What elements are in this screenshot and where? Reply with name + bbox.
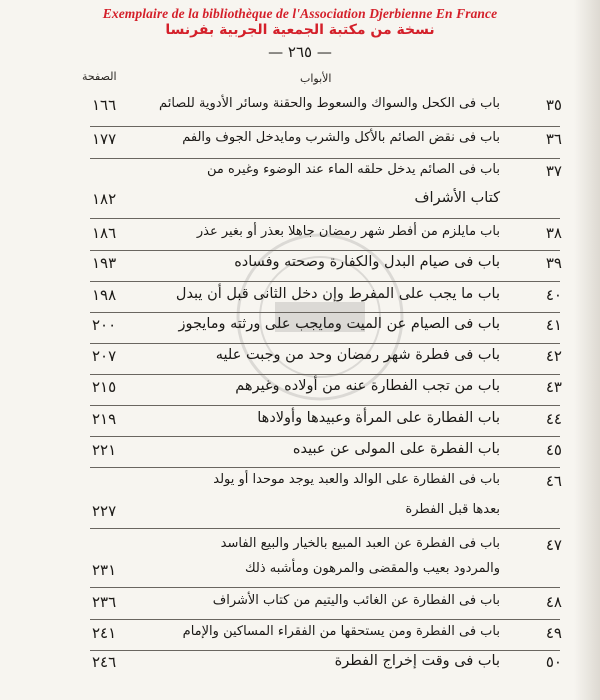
row-divider bbox=[90, 528, 560, 529]
page-ref: ٢٢٧ bbox=[92, 502, 117, 520]
chapter-title: باب فى وقت إخراج الفطرة bbox=[334, 653, 500, 669]
row-divider bbox=[90, 436, 560, 437]
library-stamp-ar: نسخة من مكتبة الجمعية الجربية بفرنسا bbox=[165, 22, 435, 38]
page-ref: ٢٣٦ bbox=[92, 593, 117, 611]
page-ref: ١٦٦ bbox=[92, 96, 117, 114]
chapter-title: باب الفطارة على المرأة وعبيدها وأولادها bbox=[257, 410, 500, 426]
chapter-number: ٤٦ bbox=[545, 472, 562, 490]
chapter-title: باب فى الفطارة عن الغائب واليتيم من كتاب الأشراف bbox=[212, 593, 500, 608]
page-ref: ١٨٢ bbox=[92, 190, 117, 208]
toc-row-continuation bbox=[0, 561, 600, 593]
chapter-number: ٣٥ bbox=[545, 96, 562, 114]
row-divider bbox=[90, 587, 560, 588]
page-ref: ٢٤١ bbox=[92, 624, 117, 642]
toc-row bbox=[0, 593, 600, 625]
chapter-number: ٤١ bbox=[545, 316, 562, 334]
chapter-title: باب فى الصائم يدخل حلقه الماء عند الوضوء وغيره من bbox=[206, 162, 500, 177]
toc-row bbox=[0, 472, 600, 504]
row-divider bbox=[90, 374, 560, 375]
page-ref: ١٨٦ bbox=[92, 224, 117, 242]
chapter-number: ٤٧ bbox=[545, 536, 562, 554]
page-ref: ٢٤٦ bbox=[92, 653, 117, 671]
toc-row bbox=[0, 624, 600, 656]
row-divider bbox=[90, 218, 560, 219]
chapter-title: باب الفطرة على المولى عن عبيده bbox=[292, 441, 500, 457]
chapter-title: باب مايلزم من أفطر شهر رمضان جاهلا بعذر أو بغير عذر bbox=[196, 224, 500, 239]
toc-row bbox=[0, 410, 600, 442]
toc-row bbox=[0, 286, 600, 318]
chapter-number: ٤٥ bbox=[545, 441, 562, 459]
chapter-title: والمردود بعيب والمقضى والمرهون ومأشبه ذلك bbox=[244, 561, 500, 576]
toc-row bbox=[0, 653, 600, 685]
page-ref: ٢١٩ bbox=[92, 410, 117, 428]
row-divider bbox=[90, 619, 560, 620]
chapter-title: باب فى فطرة شهر رمضان وحد من وجبت عليه bbox=[215, 347, 500, 363]
chapter-title: باب فى الكحل والسواك والسعوط والحقنة وسائر الأدوية للصائم bbox=[159, 96, 500, 111]
chapter-title: باب فى الفطرة عن العبد المبيع بالخيار والبيع الفاسد bbox=[220, 536, 500, 551]
row-divider bbox=[90, 650, 560, 651]
toc-row bbox=[0, 441, 600, 473]
row-divider bbox=[90, 250, 560, 251]
chapter-number: ٤٢ bbox=[545, 347, 562, 365]
chapter-number: ٣٩ bbox=[545, 254, 562, 272]
page-ref: ١٩٨ bbox=[92, 286, 117, 304]
page-ref: ٢٠٠ bbox=[92, 316, 117, 334]
page-number: — ٢٦٥ — bbox=[268, 43, 332, 61]
toc-row bbox=[0, 96, 600, 128]
chapter-title: باب فى الفطارة على الوالد والعبد يوجد موحدا أو يولد bbox=[213, 472, 500, 487]
chapter-number: ٤٠ bbox=[545, 286, 562, 304]
row-divider bbox=[90, 281, 560, 282]
chapter-title: باب فى صيام البدل والكفارة وصحته وفساده bbox=[234, 254, 500, 270]
toc-row-continuation bbox=[0, 502, 600, 534]
row-divider bbox=[90, 126, 560, 127]
page-ref: ١٧٧ bbox=[92, 130, 117, 148]
column-header-chapters: الأبواب bbox=[300, 72, 332, 85]
page-ref: ١٩٣ bbox=[92, 254, 117, 272]
chapter-number: ٥٠ bbox=[545, 653, 562, 671]
toc-row bbox=[0, 224, 600, 256]
chapter-title: بعدها قبل الفطرة bbox=[405, 502, 500, 517]
row-divider bbox=[90, 343, 560, 344]
chapter-number: ٣٨ bbox=[545, 224, 562, 242]
page-ref: ٢٠٧ bbox=[92, 347, 117, 365]
chapter-title: باب فى الفطرة ومن يستحقها من الفقراء المساكين والإمام bbox=[182, 624, 500, 639]
chapter-number: ٣٧ bbox=[545, 162, 562, 180]
chapter-number: ٣٦ bbox=[545, 130, 562, 148]
row-divider bbox=[90, 405, 560, 406]
page-ref: ٢١٥ bbox=[92, 378, 117, 396]
page-ref: ٢٣١ bbox=[92, 561, 117, 579]
chapter-title: باب من تجب الفطارة عنه من أولاده وغيرهم bbox=[235, 378, 500, 394]
chapter-title: كتاب الأشراف bbox=[414, 190, 500, 206]
chapter-title: باب فى الصيام عن الميت ومايجب على ورثته ومايجوز bbox=[178, 316, 500, 332]
chapter-number: ٤٣ bbox=[545, 378, 562, 396]
library-stamp-en: Exemplaire de la bibliothèque de l'Association Djerbienne En France bbox=[102, 6, 498, 21]
page-ref: ٢٢١ bbox=[92, 441, 117, 459]
chapter-title: باب ما يجب على المفرط وإن دخل الثانى قبل أن يبدل bbox=[175, 286, 500, 302]
chapter-number: ٤٨ bbox=[545, 593, 562, 611]
chapter-number: ٤٤ bbox=[545, 410, 562, 428]
row-divider bbox=[90, 467, 560, 468]
chapter-title: باب فى نقض الصائم بالأكل والشرب ومايدخل الجوف والفم bbox=[182, 130, 500, 145]
row-divider bbox=[90, 312, 560, 313]
row-divider bbox=[90, 158, 560, 159]
chapter-number: ٤٩ bbox=[545, 624, 562, 642]
column-header-page: الصفحة bbox=[82, 70, 117, 83]
